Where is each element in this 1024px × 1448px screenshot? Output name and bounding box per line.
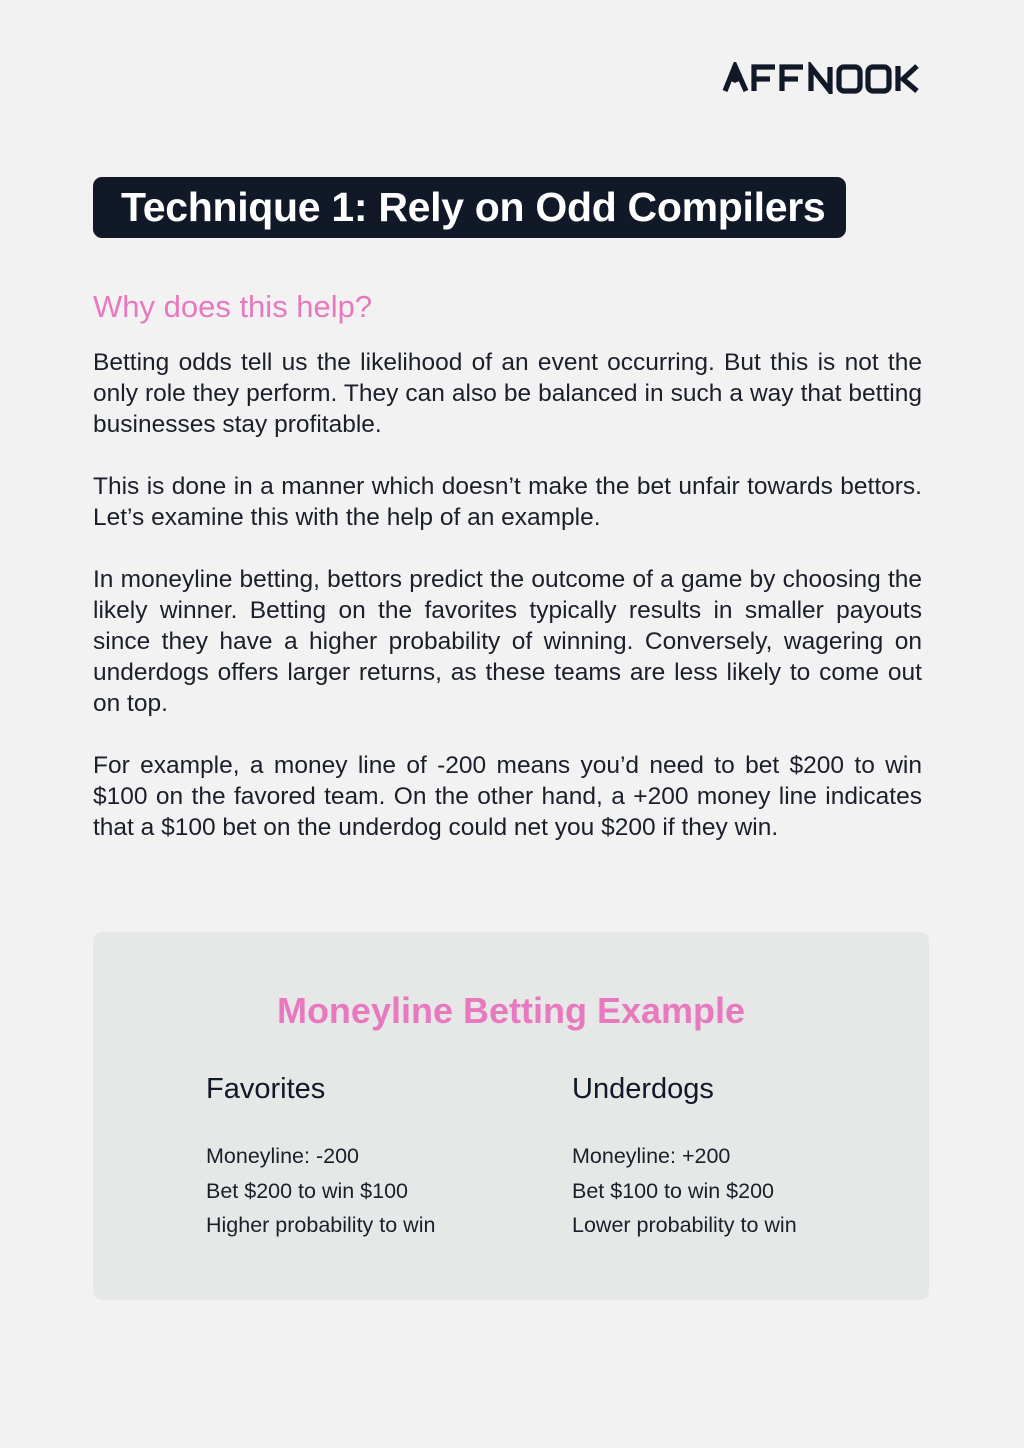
page-title: Technique 1: Rely on Odd Compilers: [121, 184, 826, 230]
underdogs-list: [572, 1139, 892, 1243]
underdogs-moneyline: Moneyline: +200: [572, 1144, 731, 1168]
technique-title-badge: [93, 177, 846, 238]
paragraph-3: In moneyline betting, bettors predict the outcome of a game by choosing the likely winner. Betting on the favorites typically results in smaller payouts since they have a higher probability of winning. Conversely, wagering on underdogs offers larger returns, as these teams are less likely to come out on top.: [93, 566, 922, 717]
favorites-moneyline: Moneyline: -200: [206, 1144, 359, 1168]
affnook-logo: [722, 62, 922, 94]
favorites-column: [206, 1070, 526, 1243]
paragraph-1: Betting odds tell us the likelihood of an event occurring. But this is not the only role they perform. They can also be balanced in such a way that betting businesses stay profitable.: [93, 349, 922, 438]
affnook-wordmark-icon: [722, 62, 922, 94]
example-title: Moneyline Betting Example: [276, 990, 746, 1031]
favorites-bet: Bet $200 to win $100: [206, 1178, 409, 1203]
underdogs-heading: Underdogs: [572, 1073, 714, 1105]
paragraph-4: For example, a money line of -200 means you’d need to bet $200 to win $100 on the favored team. On the other hand, a +200 money line indicates that a $100 bet on the underdog could net you $200 if they win.: [93, 752, 922, 841]
underdogs-probability: Lower probability to win: [572, 1213, 797, 1237]
favorites-probability: Higher probability to win: [206, 1213, 436, 1237]
body-text: [93, 347, 922, 874]
underdogs-bet: Bet $100 to win $200: [572, 1178, 775, 1203]
section-subtitle: Why does this help?: [93, 289, 373, 324]
paragraph-2: This is done in a manner which doesn’t make the bet unfair towards bettors. Let’s examine this with the help of an example.: [93, 473, 922, 531]
favorites-heading: Favorites: [206, 1073, 326, 1105]
favorites-list: [206, 1139, 526, 1243]
underdogs-column: [572, 1070, 892, 1243]
